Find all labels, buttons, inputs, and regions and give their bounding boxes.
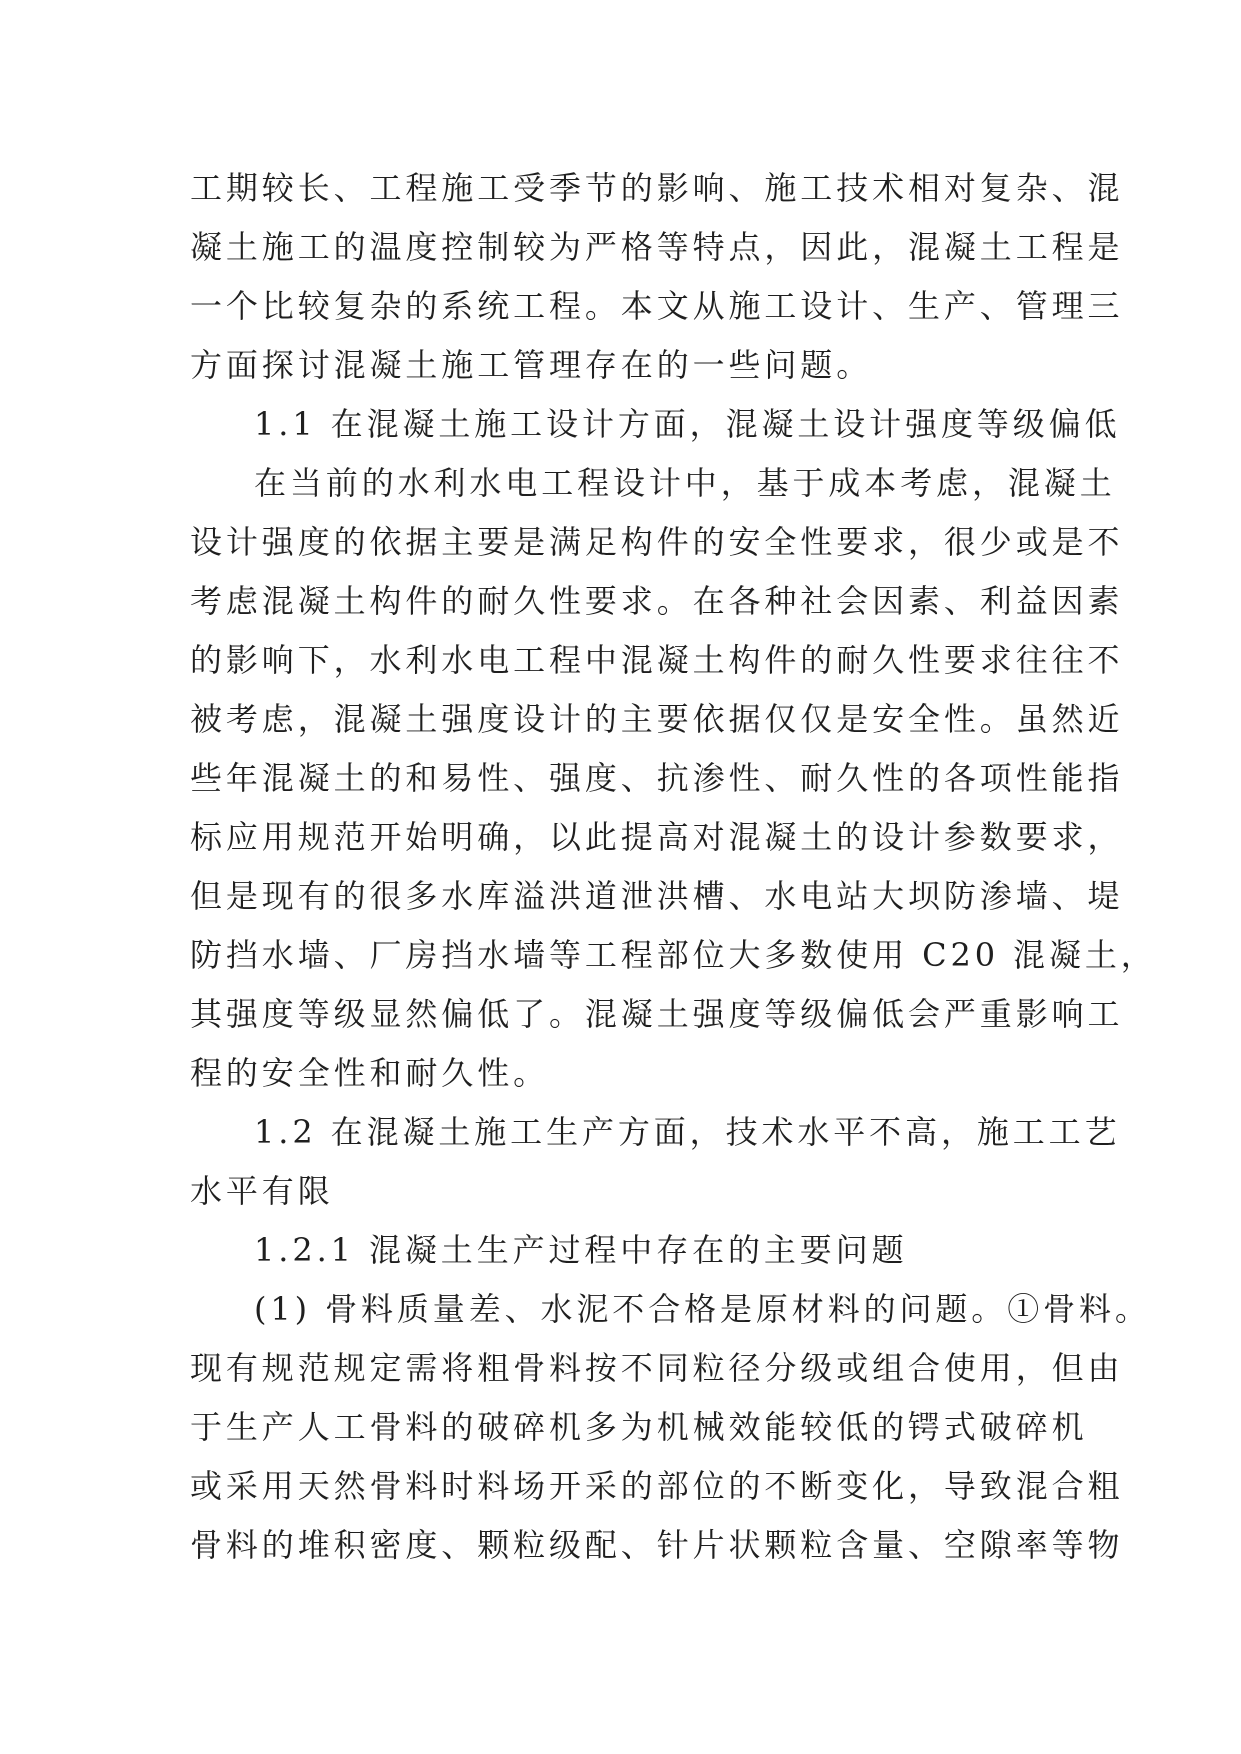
text-line: 一个比较复杂的系统工程。本文从施工设计、生产、管理三: [190, 287, 1124, 325]
text-line: 方面探讨混凝土施工管理存在的一些问题。: [190, 346, 873, 384]
text-line: 工期较长、工程施工受季节的影响、施工技术相对复杂、混: [190, 169, 1124, 207]
text-line: 程的安全性和耐久性。: [190, 1054, 550, 1092]
text-line: 骨料的堆积密度、颗粒级配、针片状颗粒含量、空隙率等物: [190, 1526, 1124, 1564]
text-line: 设计强度的依据主要是满足构件的安全性要求，很少或是不: [190, 523, 1124, 561]
text-line: (1) 骨料质量差、水泥不合格是原材料的问题。①骨料。: [254, 1290, 1151, 1328]
text-line: 或采用天然骨料时料场开采的部位的不断变化，导致混合粗: [190, 1467, 1124, 1505]
text-line: 于生产人工骨料的破碎机多为机械效能较低的锷式破碎机: [190, 1408, 1088, 1446]
section-heading: 1.1 在混凝土施工设计方面，混凝土设计强度等级偏低: [254, 405, 1121, 443]
text-line: 在当前的水利水电工程设计中，基于成本考虑，混凝土: [254, 464, 1116, 502]
text-line: 防挡水墙、厂房挡水墙等工程部位大多数使用 C20 混凝土，: [190, 936, 1157, 974]
text-line: 的影响下，水利水电工程中混凝土构件的耐久性要求往往不: [190, 641, 1124, 679]
section-heading: 1.2 在混凝土施工生产方面，技术水平不高，施工工艺: [254, 1113, 1121, 1151]
text-line: 些年混凝土的和易性、强度、抗渗性、耐久性的各项性能指: [190, 759, 1124, 797]
text-line: 但是现有的很多水库溢洪道泄洪槽、水电站大坝防渗墙、堤: [190, 877, 1124, 915]
text-line: 考虑混凝土构件的耐久性要求。在各种社会因素、利益因素: [190, 582, 1124, 620]
text-line: 被考虑，混凝土强度设计的主要依据仅仅是安全性。虽然近: [190, 700, 1124, 738]
text-line: 标应用规范开始明确，以此提高对混凝土的设计参数要求，: [190, 818, 1124, 856]
subsection-heading: 1.2.1 混凝土生产过程中存在的主要问题: [254, 1231, 908, 1269]
text-line: 凝土施工的温度控制较为严格等特点，因此，混凝土工程是: [190, 228, 1124, 266]
section-heading-continued: 水平有限: [190, 1172, 334, 1210]
text-line: 其强度等级显然偏低了。混凝土强度等级偏低会严重影响工: [190, 995, 1124, 1033]
text-line: 现有规范规定需将粗骨料按不同粒径分级或组合使用，但由: [190, 1349, 1124, 1387]
